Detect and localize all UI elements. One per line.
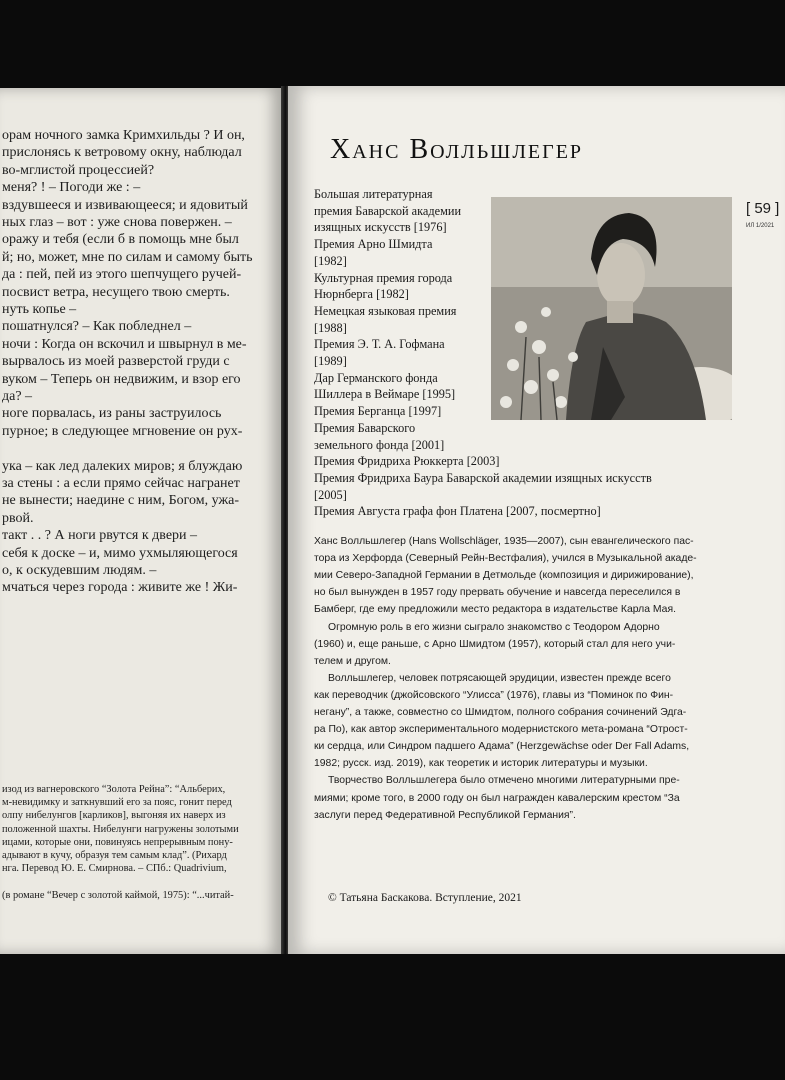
bio-line: негану”, а также, совместно со Шмидтом, полного собрания сочинений Эдга- bbox=[314, 707, 687, 718]
award-line: [1982] bbox=[314, 253, 347, 268]
bio-line: ки сердца, или Синдром падшего Адама” (Herzgewächse oder Der Fall Adams, bbox=[314, 741, 690, 753]
text-line: пошатнулся? – Как побледнел – bbox=[2, 319, 192, 335]
footnote-line: (в романе “Вечер с золотой каймой, 1975): “...читай- bbox=[2, 889, 234, 901]
award-line: Большая литературная bbox=[314, 187, 433, 201]
text-line: мчаться через города : живите же ! Жи- bbox=[2, 580, 238, 596]
text-line: ных глаз – вот : уже снова повержен. – bbox=[2, 215, 232, 230]
award-line: Премия Фридриха Рюккерта [2003] bbox=[314, 454, 500, 469]
bio-line: телем и другом. bbox=[314, 655, 391, 667]
page-number: [ 59 ] bbox=[746, 200, 780, 217]
text-line: себя к доске – и, мимо ухмыляющегося bbox=[2, 545, 238, 561]
footnote-line: положенной шахты. Нибелунги нагружены золотыми bbox=[2, 823, 239, 835]
award-line: Премия Берганца [1997] bbox=[314, 404, 442, 419]
text-line: меня? ! – Погоди же : – bbox=[2, 180, 141, 196]
text-line: за стены : а если прямо сейчас награнет bbox=[2, 476, 240, 491]
text-line: о, к оскудевшим людям. – bbox=[2, 563, 157, 578]
bio-line: Ханс Волльшлегер (Hans Wollschläger, 1935—2007), сын евангелического пас- bbox=[314, 536, 694, 547]
footnote-line: адывают в кучу, образуя тем самым клад”. (Рихард bbox=[2, 850, 227, 861]
bio-line: ра По), как автор экспериментального модернистского мета-романа “Отрост- bbox=[314, 724, 688, 736]
award-line: [2005] bbox=[314, 487, 347, 502]
bio-line: Творчество Волльшлегера было отмечено многими литературными пре- bbox=[328, 775, 680, 787]
bio-line: 1982; русск. изд. 2019), как теоретик и историк литературы и музыки. bbox=[314, 758, 648, 770]
award-line: Дар Германского фонда bbox=[314, 370, 438, 385]
footnote-line: олпу нибелунгов [карликов], выгоняя их наверх из bbox=[2, 810, 226, 822]
text-line: такт . . ? А ноги рвутся к двери – bbox=[2, 528, 198, 544]
text-line: пурное; в следующее мгновение он рух- bbox=[2, 423, 243, 439]
author-photo bbox=[491, 197, 732, 420]
bio-line: тора из Херфорда (Северный Рейн-Вестфалия), учился в Музыкальной акаде- bbox=[314, 553, 697, 565]
bio-line: Бамберг, где ему предложили место редактора в издательстве Карла Мая. bbox=[314, 604, 676, 616]
text-line: вздувшееся и извивающееся; и ядовитый bbox=[2, 197, 248, 213]
award-line: Шиллера в Веймаре [1995] bbox=[314, 387, 456, 402]
footnote-line: изод из вагнеровского “Золота Рейна”: “Альберих, bbox=[2, 784, 226, 795]
bio-line: миями; кроме того, в 2000 году он был награжден кавалерским крестом “За bbox=[314, 792, 680, 804]
award-line: премия Баварской академии bbox=[314, 203, 462, 218]
text-line: ука – как лед далеких миров; я блуждаю bbox=[2, 458, 243, 474]
page-title: Ханс Волльшлегер bbox=[330, 134, 584, 165]
award-line: Нюрнберга [1982] bbox=[314, 287, 409, 302]
award-line: Премия Э. Т. А. Гофмана bbox=[314, 337, 445, 352]
bio-line: мии Северо-Западной Германии в Детмольде (композиция и дирижирование), bbox=[314, 570, 694, 582]
credit-line: © Татьяна Баскакова. Вступление, 2021 bbox=[328, 892, 522, 904]
text-line: орам ночного замка Кримхильды ? И он, bbox=[2, 128, 245, 143]
award-line: Премия Фридриха Баура Баварской академии изящных искусств bbox=[314, 470, 652, 485]
text-line: й; но, может, мне по силам и самому быть bbox=[2, 249, 253, 265]
portrait-image bbox=[491, 197, 732, 420]
footnote-line: нга. Перевод Ю. Е. Смирнова. – СПб.: Quadrivium, bbox=[2, 863, 227, 875]
text-line: во-мглистой процессией? bbox=[2, 162, 155, 178]
text-line: ночи : Когда он вскочил и швырнул в ме- bbox=[2, 336, 247, 352]
footnote-line: м-невидимку и заткнувший его за пояс, гонит перед bbox=[2, 797, 232, 809]
text-line: посвист ветра, несущего твою смерть. bbox=[2, 284, 230, 300]
award-line: Премия Августа графа фон Платена [2007, посмертно] bbox=[314, 504, 601, 519]
text-line: да? – bbox=[2, 389, 33, 404]
text-line: да : пей, пей из этого шепчущего ручей- bbox=[2, 267, 242, 283]
left-page bbox=[0, 88, 283, 954]
award-line: Немецкая языковая премия bbox=[314, 303, 457, 318]
award-line: [1988] bbox=[314, 320, 347, 335]
award-line: Премия Баварского bbox=[314, 420, 416, 435]
text-line: ноге порвалась, из раны заструилось bbox=[2, 406, 222, 422]
bio-line: как переводчик (джойсовского “Улисса” (1976), главы из “Поминок по Фин- bbox=[314, 689, 674, 701]
text-line: нуть копье – bbox=[2, 302, 77, 317]
right-page bbox=[288, 86, 785, 954]
text-line: оражу и тебя (если б в помощь мне был bbox=[2, 232, 239, 248]
text-line: вуком – Теперь он недвижим, и взор его bbox=[2, 371, 241, 387]
award-line: земельного фонда [2001] bbox=[314, 437, 445, 452]
award-line: [1989] bbox=[314, 354, 347, 368]
bio-line: но был вынужден в 1957 году прервать обучение и навсегда переселился в bbox=[314, 587, 681, 599]
award-line: Культурная премия города bbox=[314, 270, 453, 285]
bio-line: заслуги перед Федеративной Республикой Германия”. bbox=[314, 809, 576, 821]
footnote-line: ицами, которые они, повинуясь непрерывным пону- bbox=[2, 836, 233, 848]
journal-tag: ИЛ 1/2021 bbox=[746, 223, 775, 229]
bio-line: (1960) и, еще раньше, с Арно Шмидтом (1957), который стал для него учи- bbox=[314, 638, 676, 650]
award-line: Премия Арно Шмидта bbox=[314, 237, 433, 252]
bio-line: Огромную роль в его жизни сыграло знакомство с Теодором Адорно bbox=[328, 621, 660, 633]
bio-line: Волльшлегер, человек потрясающей эрудиции, известен прежде всего bbox=[328, 672, 671, 684]
text-line: вырвалось из моей разверстой груди с bbox=[2, 354, 230, 370]
text-line: рвой. bbox=[2, 510, 34, 526]
text-line: не вынести; наедине с ним, Богом, ужа- bbox=[2, 493, 239, 509]
award-line: изящных искусств [1976] bbox=[314, 220, 447, 235]
text-line: прислонясь к ветровому окну, наблюдал bbox=[2, 145, 242, 161]
